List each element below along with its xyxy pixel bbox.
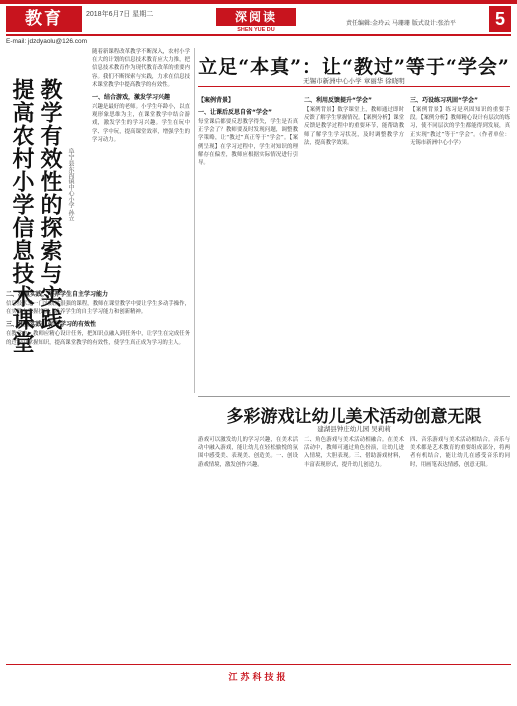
right-article-column-2 [304,92,404,392]
intro-paragraph: 随着新课程改革教学不断深入，农村小学在大的计划的信息技术教育应大力推，把信息技术教育作为现代教育改革的重要内容。我们不断探索与实践，力求在信息技术课堂教学中提高教学的有效性。 [92,49,190,88]
bottom-column-1-text: 游戏可以激发幼儿的学习兴趣，在美术活动中融入游戏，能让幼儿在轻松愉悦的氛围中感受美、表现美、创造美。一、创设游戏情境，激发创作兴趣。 [198,437,298,468]
right-subheading-1: 一、让课后反思自省“学会” [198,109,272,116]
right-article-headline: 立足“本真”：让“教过”等于“学会” [198,56,510,78]
headline-rule [198,86,510,87]
right-article-column-1 [198,92,298,392]
footer-publisher: 江苏科技报 [228,673,289,683]
right-article-column-3 [410,92,510,392]
left-article [6,48,190,656]
bottom-column-3-text: 四、音乐游戏与美术活动相结合。音乐与美术都是艺术教育的重要组成部分，将两者有机结合，能让幼儿在感受音乐的同时，用画笔表达情感，创意无限。 [410,437,510,468]
bottom-article-column-3 [410,436,510,656]
left-article-body [6,286,190,656]
right-column-2-text: 【案例背景】数学课堂上，教师通过即时反馈了解学生掌握情况。【案例分析】课堂反馈是教学过程中的重要环节，能帮助教师了解学生学习状况，及时调整教学方法，提高教学效果。 [304,107,404,146]
masthead [6,6,511,36]
right-column-1-text: 每堂课后都要反思教学得失，学生是否真正学会了？教师要及时发现问题，调整教学策略，让“教过”真正等于“学会”。【案例呈现】在学习过程中，学生对知识的理解存在偏差，教师应根据实际情况进行引导。 [198,119,298,167]
bottom-article-column-2 [304,436,404,656]
footer-rule [6,664,511,665]
section-heading-1: 一、结合游戏，激发学习兴趣 [92,94,171,102]
section-title: 深阅读 [216,8,296,26]
right-subheading-3: 三、巧设练习巩固“学会” [410,97,478,104]
case-background-heading: 【案例背景】 [198,97,235,104]
body-paragraph-3: 在教学中，教师应精心设计任务，把知识点融入到任务中，让学生在完成任务的过程中掌握知识，提高课堂教学的有效性，使学生真正成为学习的主人。 [6,331,190,346]
page-number: 5 [489,6,511,32]
right-subheading-2: 二、利用反馈提升“学会” [304,97,372,104]
article-separator [198,396,510,397]
bottom-article-byline: 建湖县钟庄幼儿园 吴莉莉 [317,425,391,433]
body-paragraph-1: 兴趣是最好的老师。小学生年龄小，以直观形象思维为主，在课堂教学中结合游戏，激发学生的学习兴趣。学生在玩中学、学中玩，提高课堂效率，增强学生的学习动力。 [92,104,190,143]
left-article-intro [92,48,190,284]
column-divider [194,48,195,393]
left-article-byline: 阜宁县东沟镇中心小学 孙立 [67,148,74,222]
top-rule [0,0,517,4]
left-article-title-line2: 教学有效性的探索与实践 [37,78,63,331]
bottom-article-headline: 多彩游戏让幼儿美术活动创意无限 [226,407,482,427]
body-paragraph-2: 信息技术是一门实践性很强的课程，教师在课堂教学中要让学生多动手操作，在实践中掌握技能，培养学生的自主学习能力和创新精神。 [6,301,190,316]
bottom-column-2-text: 二、角色游戏与美术活动相融合。在美术活动中，教师可通过角色扮演，让幼儿进入情境，大胆表现。三、借助游戏材料，丰富表现形式，提升幼儿创造力。 [304,437,404,468]
section-heading-3: 三、注重实践，促进学习的有效性 [6,321,97,329]
bottom-article-column-1 [198,436,298,656]
issue-date: 2018年6月7日 星期二 [86,11,154,18]
section-heading-2: 二、注重实践，培养学生自主学习能力 [6,291,109,298]
left-article-title-line1: 提高农村小学信息技术课堂 [9,78,35,354]
editors-line: 责任编辑:金玲云 马珊珊 版式设计:张治平 [346,20,456,27]
newspaper-logo: 教育 [6,6,82,32]
email-address: E-mail: jdzdyaolu@126.com [6,38,88,45]
right-column-3-text: 【案例背景】练习是巩固知识的重要手段。【案例分析】教师精心设计有层次的练习，使不同层次的学生都能得到发展，真正实现“教过”等于“学会”。（作者单位：无锡市新洲中心小学） [410,107,510,146]
right-article-byline: 无锡市新洲中心小学 章丽华 徐晓明 [303,77,405,85]
section-title-en: SHEN YUE DU [237,27,275,33]
